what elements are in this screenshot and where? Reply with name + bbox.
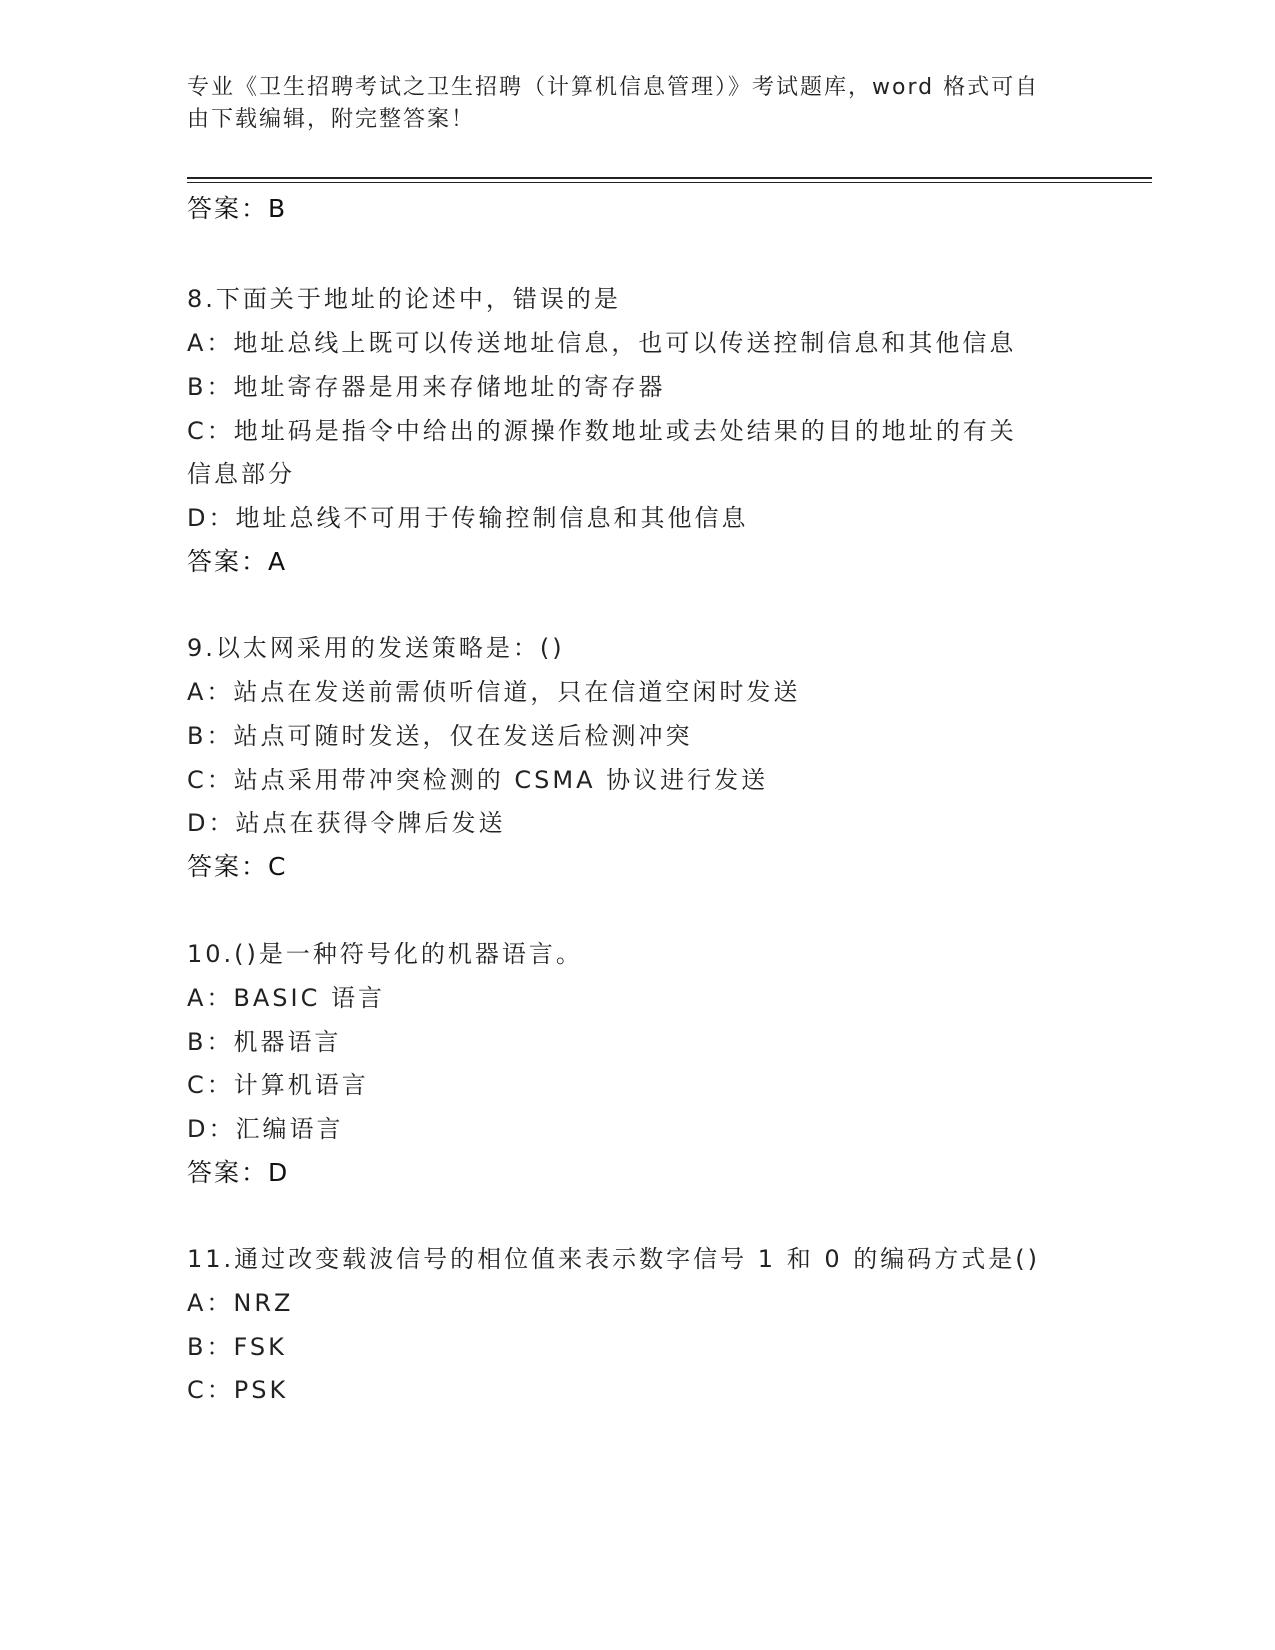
- header-divider-thick: [187, 177, 1152, 179]
- question-9-option-b: B：站点可随时发送，仅在发送后检测冲突: [187, 722, 693, 750]
- question-11-option-c: C：PSK: [187, 1376, 289, 1404]
- question-10-option-b: B：机器语言: [187, 1028, 342, 1056]
- question-8-option-c-continued: 信息部分: [187, 460, 295, 488]
- question-8-option-b: B：地址寄存器是用来存储地址的寄存器: [187, 373, 666, 401]
- question-9-answer: 答案：C: [187, 852, 288, 881]
- previous-answer: 答案：B: [187, 194, 288, 223]
- question-10-option-a: A：BASIC 语言: [187, 984, 385, 1012]
- question-9-option-c: C：站点采用带冲突检测的 CSMA 协议进行发送: [187, 766, 769, 794]
- question-8-answer: 答案：A: [187, 547, 288, 576]
- question-10-answer: 答案：D: [187, 1158, 290, 1187]
- question-8-option-a: A：地址总线上既可以传送地址信息，也可以传送控制信息和其他信息: [187, 329, 1017, 357]
- question-9-option-a: A：站点在发送前需侦听信道，只在信道空闲时发送: [187, 678, 801, 706]
- question-9-option-d: D：站点在获得令牌后发送: [187, 809, 506, 837]
- question-10-stem: 10.()是一种符号化的机器语言。: [187, 940, 583, 968]
- question-8-stem: 8.下面关于地址的论述中，错误的是: [187, 285, 621, 313]
- question-10-option-c: C：计算机语言: [187, 1071, 369, 1099]
- header-line-2: 由下载编辑，附完整答案！: [187, 107, 476, 132]
- question-8-option-c: C：地址码是指令中给出的源操作数地址或去处结果的目的地址的有关: [187, 417, 1017, 445]
- question-11-option-a: A：NRZ: [187, 1289, 294, 1317]
- question-9-stem: 9.以太网采用的发送策略是：(): [187, 634, 565, 662]
- question-8-option-d: D：地址总线不可用于传输控制信息和其他信息: [187, 504, 749, 532]
- question-11-option-b: B：FSK: [187, 1333, 287, 1361]
- question-10-option-d: D：汇编语言: [187, 1115, 344, 1143]
- header-divider-thin: [187, 182, 1152, 183]
- header-line-1: 专业《卫生招聘考试之卫生招聘（计算机信息管理）》考试题库，word 格式可自: [187, 75, 1040, 100]
- question-11-stem: 11.通过改变载波信号的相位值来表示数字信号 1 和 0 的编码方式是(): [187, 1245, 1040, 1273]
- document-header: [187, 72, 1067, 136]
